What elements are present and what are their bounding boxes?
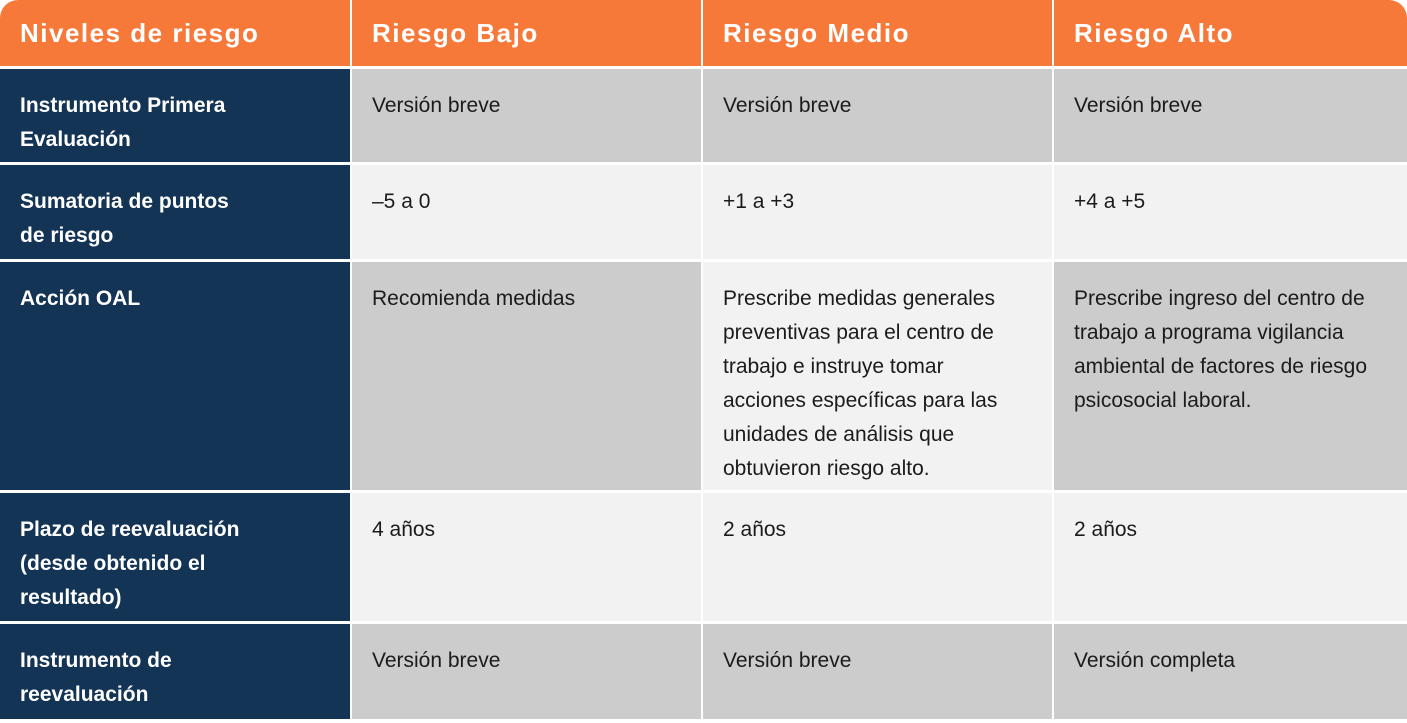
row-label-accion-oal bbox=[0, 262, 352, 493]
row-label-text: Instrumento de reevaluación bbox=[20, 649, 172, 706]
table-cell: 2 años bbox=[1054, 493, 1407, 624]
header-riesgo-medio: Riesgo Medio bbox=[703, 0, 1054, 69]
cell-text: Prescribe ingreso del centro de trabajo a programa vigilancia ambiental de factores de riesgo psicosocial laboral. bbox=[1074, 287, 1368, 412]
table-cell: Versión completa bbox=[1054, 624, 1407, 722]
table-cell: Versión breve bbox=[703, 69, 1054, 165]
cell-text: Prescribe medidas generales preventivas para el centro de trabajo e instruye tomar acciones específicas para las unidades de análisis que obtuvieron riesgo alto. bbox=[723, 287, 998, 480]
row-label-plazo-de-reevaluacion bbox=[0, 493, 352, 624]
table-cell bbox=[703, 262, 1054, 493]
row-label-text: Instrumento Primera Evaluación bbox=[20, 94, 226, 151]
row-label-instrumento-primera-evaluacion bbox=[0, 69, 352, 165]
table-cell: Versión breve bbox=[703, 624, 1054, 722]
row-label-text: Acción OAL bbox=[20, 287, 141, 310]
table-cell bbox=[1054, 262, 1407, 493]
table-cell: Versión breve bbox=[352, 69, 703, 165]
table-cell: Recomienda medidas bbox=[352, 262, 703, 493]
row-label-instrumento-de-reevaluacion bbox=[0, 624, 352, 722]
table-cell: –5 a 0 bbox=[352, 165, 703, 262]
table-cell: +1 a +3 bbox=[703, 165, 1054, 262]
row-label-sumatoria-de-puntos bbox=[0, 165, 352, 262]
table-cell: +4 a +5 bbox=[1054, 165, 1407, 262]
header-niveles-de-riesgo: Niveles de riesgo bbox=[0, 0, 352, 69]
table-cell: 2 años bbox=[703, 493, 1054, 624]
header-riesgo-alto: Riesgo Alto bbox=[1054, 0, 1407, 69]
row-label-text: Sumatoria de puntos de riesgo bbox=[20, 190, 229, 247]
row-label-text: Plazo de reevaluación (desde obtenido el resultado) bbox=[20, 518, 240, 609]
table-cell: Versión breve bbox=[1054, 69, 1407, 165]
table-cell: 4 años bbox=[352, 493, 703, 624]
header-riesgo-bajo: Riesgo Bajo bbox=[352, 0, 703, 69]
table-cell: Versión breve bbox=[352, 624, 703, 722]
